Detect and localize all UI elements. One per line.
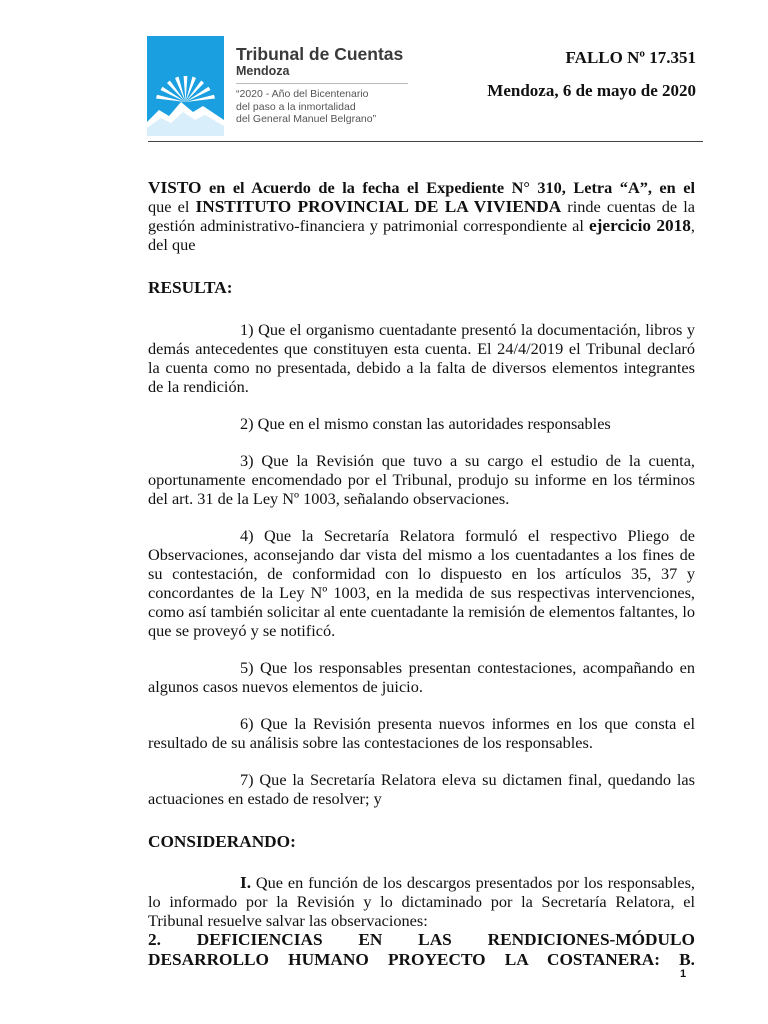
fallo-date: Mendoza, 6 de mayo de 2020 [487,81,696,100]
resulta-item-1: 1) Que el organismo cuentadante presentó la documentación, libros y demás antecedentes que constituyen esta cuenta. El 24/4/2019 el Tribunal declaró la cuenta como no presentada, debido a la falta de diversos elementos integrantes de la rendición. [148,320,695,396]
org-motto-line: del General Manuel Belgrano” [236,113,377,125]
considerando-item-1 [148,873,695,930]
resulta-item-4: 4) Que la Secretaría Relatora formuló el respectivo Pliego de Observaciones, aconsejando dar vista del mismo a los cuentadantes a los fines de su contestación, de conformidad con lo dispuesto en los artículos 35, 37 y concordantes de la Ley Nº 1003, en la medida de sus respectivas intervenciones, como así también solicitar al ente cuentadante la remisión de elementos faltantes, lo que se proveyó y se notificó. [148,526,695,640]
resulta-item-3: 3) Que la Revisión que tuvo a su cargo el estudio de la cuenta, oportunamente encomendado por el Tribunal, produjo su informe en los términos del art. 31 de la Ley Nº 1003, señalando observaciones. [148,451,695,508]
visto-text: rinde cuentas de la gestión administrativo-financiera y patrimonial correspondiente al [148,197,696,235]
visto-lead: VISTO [148,178,202,197]
tribunal-logo [147,36,224,136]
visto-text: que el [148,197,196,216]
section-2-heading-line-2: DESARROLLO HUMANO PROYECTO LA COSTANERA: B. [148,950,695,969]
considerando-item-text: Que en función de los descargos presentados por los responsables, lo informado por la Revisión y lo dictaminado por la Secretaría Relatora, el Tribunal resuelve salvar las observaciones: [148,873,695,930]
org-block [236,44,408,126]
org-motto-line: del paso a la inmortalidad [236,100,356,113]
resulta-item-2: 2) Que en el mismo constan las autoridades responsables [240,414,611,433]
org-name: Tribunal de Cuentas [236,44,404,64]
resulta-item-5: 5) Que los responsables presentan contestaciones, acompañando en algunos casos nuevos elementos de juicio. [148,658,695,696]
org-motto-line: “2020 - Año del Bicentenario [236,88,369,100]
org-divider [236,83,408,84]
resulta-item-7: 7) Que la Secretaría Relatora eleva su dictamen final, quedando las actuaciones en estado de resolver; y [148,770,695,808]
considerando-item-number: I. [240,873,252,892]
visto-paragraph [148,197,695,254]
visto-text: , del que [148,216,695,254]
visto-line-1 [148,178,695,197]
considerando-heading: CONSIDERANDO: [148,832,296,851]
page-number: 1 [680,968,687,980]
section-2-heading-line-1: 2. DEFICIENCIAS EN LAS RENDICIONES-MÓDULO [148,930,695,949]
fallo-number: FALLO Nº 17.351 [565,48,696,67]
resulta-item-6: 6) Que la Revisión presenta nuevos informes en los que consta el resultado de su análisis sobre las contestaciones de los responsables. [148,714,695,752]
header-divider [148,141,703,142]
visto-ejercicio: ejercicio 2018 [588,216,691,235]
visto-entity: INSTITUTO PROVINCIAL DE LA VIVIENDA [195,197,562,216]
resulta-heading: RESULTA: [148,278,233,297]
visto-expediente: en el Acuerdo de la fecha el Expediente N° 310, Letra “A”, en el [201,178,695,197]
document-body [148,178,695,970]
sun-mountain-icon [147,36,224,136]
org-city: Mendoza [236,64,290,78]
